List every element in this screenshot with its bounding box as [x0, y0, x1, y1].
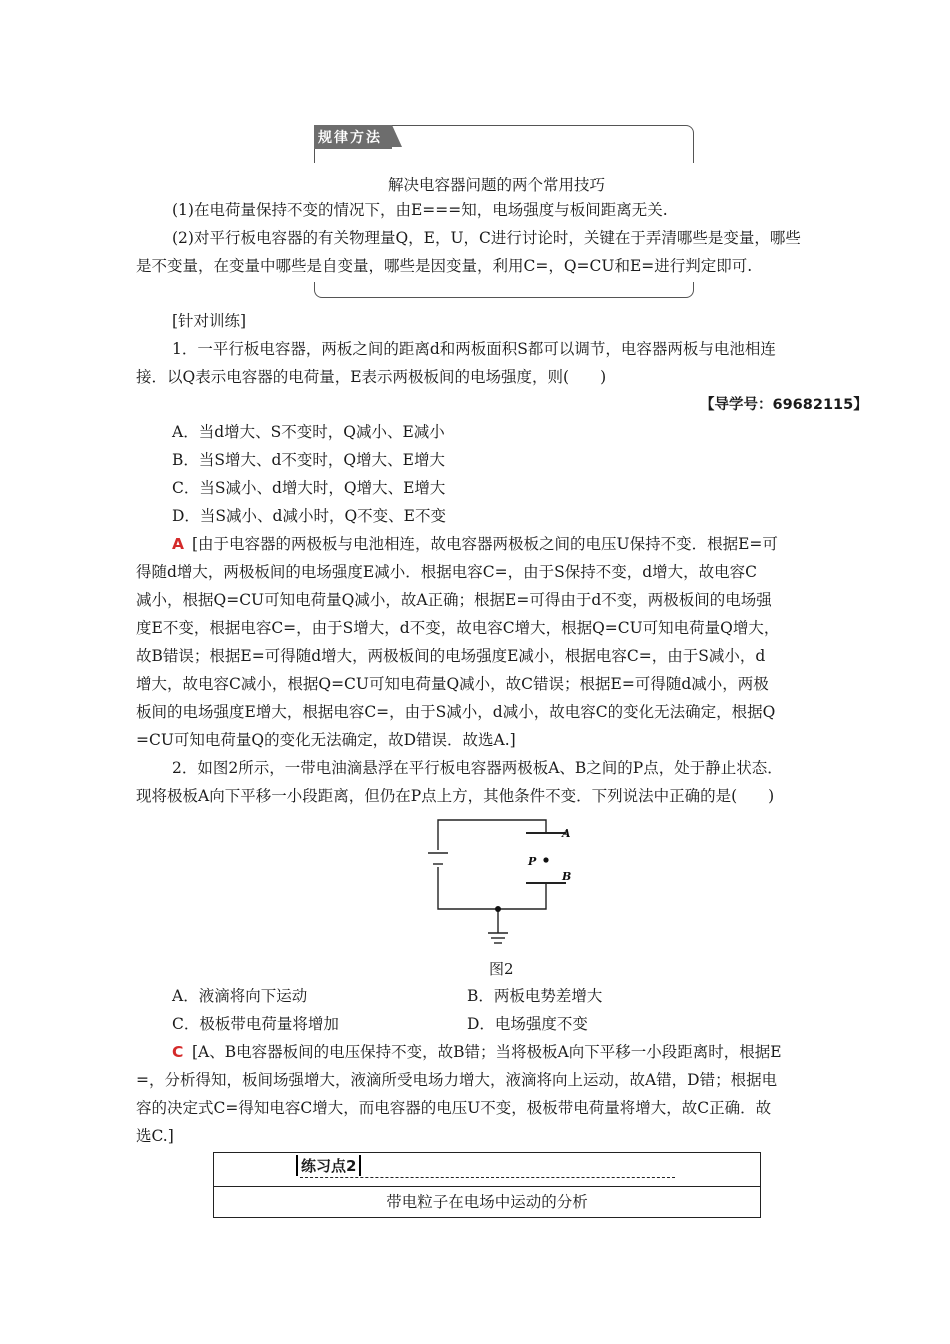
practice-point-box — [213, 1152, 761, 1218]
junction-dot — [495, 906, 501, 912]
training-header: [针对训练] — [172, 312, 247, 330]
q2-answer: C — [172, 1043, 184, 1061]
dashed-divider — [300, 1177, 675, 1178]
q1-option-b: B．当S增大、d不变时，Q增大、E增大 — [172, 451, 445, 469]
practice-point-title: 练习点2 — [296, 1155, 361, 1176]
q1-analysis-line: 增大，故电容C减小，根据Q=CU可知电荷量Q减小，故C错误；根据E=可得随d减小，两极 — [136, 675, 769, 693]
box-divider — [214, 1186, 760, 1187]
q2-option-b: B．两板电势差增大 — [467, 987, 603, 1005]
q2-analysis-line: [A、B电容器板间的电压保持不变，故B错；当将极板A向下平移一小段距离时，根据E — [192, 1043, 782, 1061]
q1-option-a: A．当d增大、S不变时，Q减小、E减小 — [172, 423, 445, 441]
figure-caption: 图2 — [489, 960, 514, 978]
q1-answer: A — [172, 535, 184, 553]
oil-drop-p — [543, 857, 548, 862]
q1-analysis-line: 得随d增大，两极板间的电场强度E减小．根据电容C=，由于S保持不变，d增大，故电容C — [136, 563, 757, 581]
q2-option-c: C．极板带电荷量将增加 — [172, 1015, 339, 1033]
q1-option-d: D．当S减小、d减小时，Q不变、E不变 — [172, 507, 446, 525]
q1-analysis-line: 板间的电场强度E增大，根据电容C=，由于S减小，d减小，故电容C的变化无法确定，根据Q — [136, 703, 776, 721]
q1-analysis-line: 度E不变，根据电容C=，由于S增大，d不变，故电容C增大，根据Q=CU可知电荷量Q增大， — [136, 619, 780, 637]
q2-stem-line1: 2．如图2所示，一带电油滴悬浮在平行板电容器两极板A、B之间的P点，处于静止状态． — [172, 759, 783, 777]
q1-stem-line2: 接．以Q表示电容器的电荷量，E表示两极板间的电场强度，则( ) — [136, 368, 607, 386]
method-tip-2-line2: 是不变量，在变量中哪些是自变量，哪些是因变量，利用C=，Q=CU和E=进行判定即可. — [136, 257, 753, 275]
q2-option-a: A．液滴将向下运动 — [172, 987, 308, 1005]
circuit-wire — [438, 820, 546, 850]
q2-analysis-line: 容的决定式C=得知电容C增大，而电容器的电压U不变，极板带电荷量将增大，故C正确．故 — [136, 1099, 772, 1117]
q2-stem-line2: 现将极板A向下平移一小段距离，但仍在P点上方，其他条件不变．下列说法中正确的是( ) — [136, 787, 775, 805]
circuit-wire — [438, 867, 546, 909]
q1-analysis-line: 减小，根据Q=CU可知电荷量Q减小，故A正确；根据E=可得由于d不变，两极板间的电场强 — [136, 591, 772, 609]
label-b: B — [562, 870, 572, 883]
practice-point-subtitle: 带电粒子在电场中运动的分析 — [386, 1193, 588, 1211]
q1-analysis-line: =CU可知电荷量Q的变化无法确定，故D错误．故选A.] — [136, 731, 516, 749]
capacitor-circuit-figure — [420, 815, 580, 955]
method-box-tag: 规律方法 — [314, 125, 392, 149]
method-box-title: 解决电容器问题的两个常用技巧 — [388, 176, 606, 194]
method-tip-1: (1)在电荷量保持不变的情况下，由E===知，电场强度与板间距离无关. — [172, 201, 668, 219]
q2-analysis-line: 选C.] — [136, 1127, 174, 1145]
q1-guide-number: 【导学号：69682115】 — [700, 397, 868, 413]
q1-analysis-line: [由于电容器的两极板与电池相连，故电容器两极板之间的电压U保持不变．根据E=可 — [192, 535, 778, 553]
q1-analysis-line: 故B错误；根据E=可得随d增大，两极板间的电场强度E减小，根据电容C=，由于S减小，d — [136, 647, 766, 665]
label-a: A — [562, 827, 571, 840]
q1-option-c: C．当S减小、d增大时，Q增大、E增大 — [172, 479, 446, 497]
label-p: P — [528, 855, 537, 868]
method-tip-2-line1: (2)对平行板电容器的有关物理量Q，E，U，C进行讨论时，关键在于弄清哪些是变量，哪些 — [172, 229, 801, 247]
method-box-frame-bottom — [314, 282, 694, 298]
q1-stem-line1: 1．一平行板电容器，两板之间的距离d和两板面积S都可以调节，电容器两板与电池相连 — [172, 340, 776, 358]
q2-option-d: D．电场强度不变 — [467, 1015, 588, 1033]
q2-analysis-line: =，分析得知，板间场强增大，液滴所受电场力增大，液滴将向上运动，故A错，D错；根据电 — [136, 1071, 778, 1089]
